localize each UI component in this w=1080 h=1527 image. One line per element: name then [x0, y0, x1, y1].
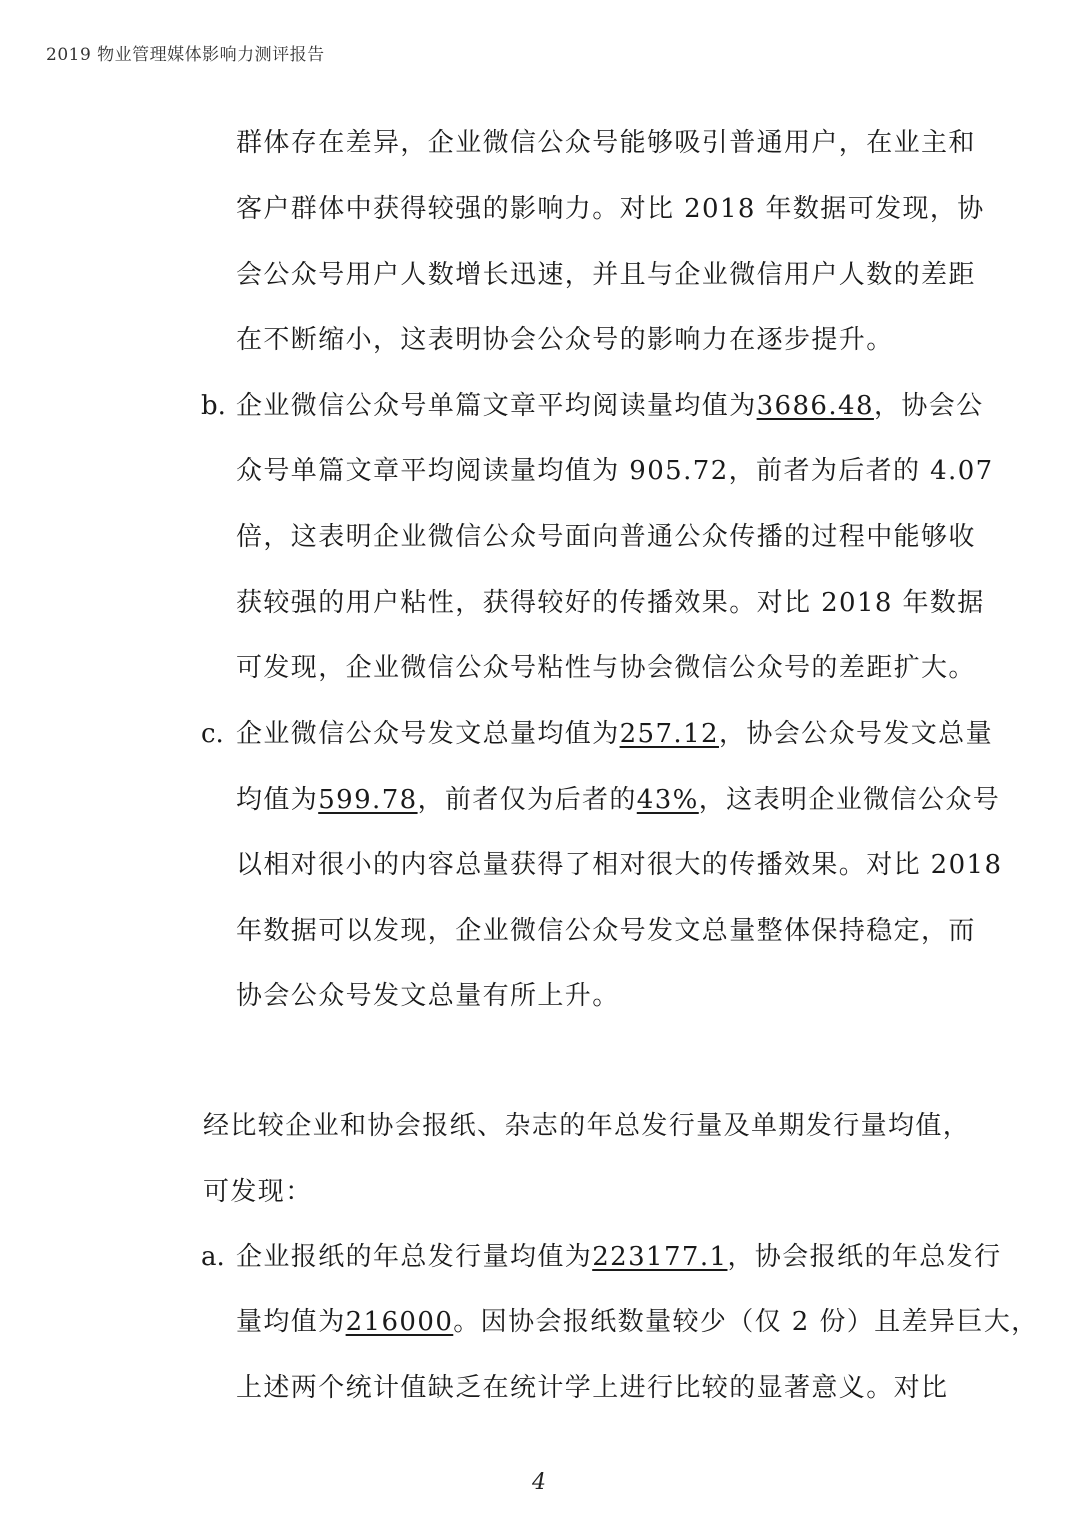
- para2-line2: 可发现：: [203, 1177, 313, 1207]
- item-c-underlined-value-1: 257.12: [619, 719, 719, 749]
- page-number: 4: [532, 1470, 546, 1495]
- para1-line4: 在不断缩小，这表明协会公众号的影响力在逐步提升。: [236, 325, 894, 355]
- item-c-line1: [236, 718, 993, 750]
- item-c-line2-text-c: ，这表明企业微信公众号: [698, 785, 1001, 815]
- item-a-line1: [236, 1241, 1001, 1273]
- item-c-underlined-value-3: 43%: [636, 785, 699, 815]
- item-c-line3: 以相对很小的内容总量获得了相对很大的传播效果。对比 2018: [236, 850, 1003, 880]
- item-b-line1-text-a: 企业微信公众号单篇文章平均阅读量均值为: [236, 391, 757, 421]
- item-b-line2: 众号单篇文章平均阅读量均值为 905.72，前者为后者的 4.07: [236, 456, 994, 486]
- para1-line2: 客户群体中获得较强的影响力。对比 2018 年数据可发现，协: [236, 194, 985, 224]
- item-a-line2-text-b: 。因协会报纸数量较少（仅 2 份）且差异巨大，: [453, 1307, 1039, 1337]
- report-header: 2019 物业管理媒体影响力测评报告: [46, 45, 325, 65]
- item-a-marker: a.: [201, 1242, 225, 1272]
- para1-line1: 群体存在差异，企业微信公众号能够吸引普通用户，在业主和: [236, 128, 976, 158]
- item-a-line2: [236, 1306, 1039, 1338]
- item-a-line1-text-b: ，协会报纸的年总发行: [727, 1242, 1002, 1272]
- para2-line1: 经比较企业和协会报纸、杂志的年总发行量及单期发行量均值，: [203, 1111, 971, 1141]
- item-c-line1-text-a: 企业微信公众号发文总量均值为: [236, 719, 620, 749]
- item-a-underlined-value-1: 223177.1: [592, 1242, 728, 1272]
- para1-line3: 会公众号用户人数增长迅速，并且与企业微信用户人数的差距: [236, 260, 976, 290]
- item-c-line2-text-b: ，前者仅为后者的: [417, 785, 637, 815]
- item-c-line2: [236, 784, 1000, 816]
- item-c-marker: c.: [201, 719, 224, 749]
- item-c-line2-text-a: 均值为: [236, 785, 319, 815]
- item-b-line1-text-b: ，协会公: [873, 391, 984, 421]
- item-c-underlined-value-2: 599.78: [318, 785, 418, 815]
- item-b-line5: 可发现，企业微信公众号粘性与协会微信公众号的差距扩大。: [236, 653, 976, 683]
- item-c-line5: 协会公众号发文总量有所上升。: [236, 981, 620, 1011]
- item-a-line1-text-a: 企业报纸的年总发行量均值为: [236, 1242, 593, 1272]
- item-a-line2-text-a: 量均值为: [236, 1307, 346, 1337]
- item-a-underlined-value-2: 216000: [345, 1307, 454, 1337]
- item-b-line4: 获较强的用户粘性，获得较好的传播效果。对比 2018 年数据: [236, 588, 985, 618]
- item-b-line1: [236, 390, 984, 422]
- item-c-line1-text-b: ，协会公众号发文总量: [718, 719, 993, 749]
- item-b-marker: b.: [201, 391, 226, 421]
- item-b-underlined-value: 3686.48: [756, 391, 874, 421]
- item-a-line3: 上述两个统计值缺乏在统计学上进行比较的显著意义。对比: [236, 1373, 949, 1403]
- item-c-line4: 年数据可以发现，企业微信公众号发文总量整体保持稳定，而: [236, 916, 976, 946]
- item-b-line3: 倍，这表明企业微信公众号面向普通公众传播的过程中能够收: [236, 522, 976, 552]
